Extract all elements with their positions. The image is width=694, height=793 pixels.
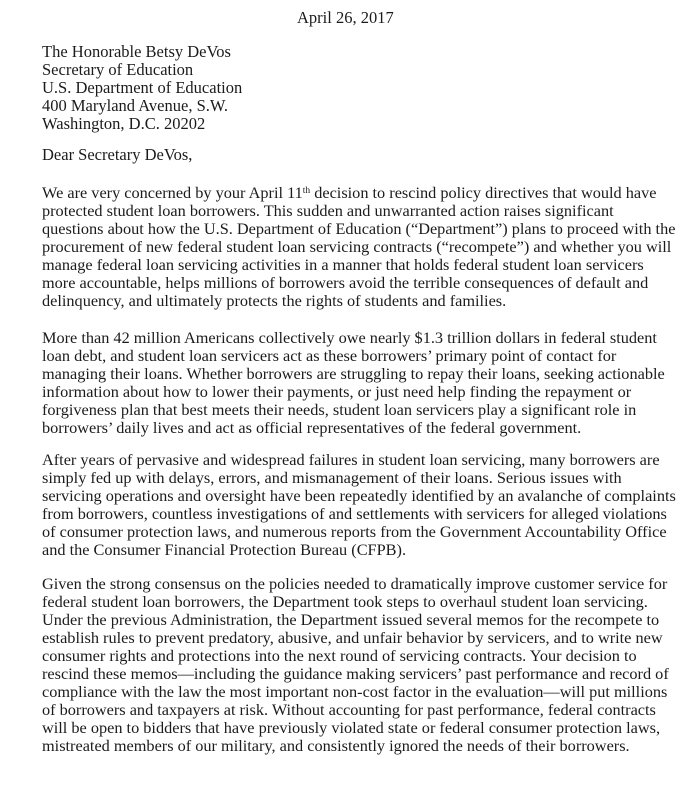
paragraph-line: more accountable, helps millions of borrowers avoid the terrible consequences of default and: [42, 273, 649, 292]
recipient-address: [42, 43, 242, 133]
paragraph-line: rescind these memos—including the guidance making servicers’ past performance and record of: [42, 664, 669, 683]
paragraph-line: forgiveness plan that best meets their needs, student loan servicers play a significant role in: [42, 400, 637, 419]
line-text: decision to rescind policy directives that would have: [310, 183, 657, 202]
paragraph-line: establish rules to prevent predatory, abusive, and unfair behavior by servicers, and to write new: [42, 628, 663, 647]
paragraph-line: More than 42 million Americans collectively owe nearly $1.3 trillion dollars in federal student: [42, 328, 657, 347]
paragraph-line: manage federal loan servicing activities in a manner that holds federal student loan servicers: [42, 255, 644, 274]
paragraph-line: managing their loans. Whether borrowers are struggling to repay their loans, seeking actionable: [42, 364, 665, 383]
address-line: 400 Maryland Avenue, S.W.: [42, 96, 229, 115]
paragraph-line: After years of pervasive and widespread failures in student loan servicing, many borrowers are: [42, 450, 660, 469]
paragraph-line: from borrowers, countless investigations of and settlements with servicers for alleged violations: [42, 504, 667, 523]
paragraph-line: of consumer protection laws, and numerous reports from the Government Accountability Office: [42, 522, 667, 541]
ordinal-suffix: th: [302, 186, 311, 196]
paragraph-line: information about how to lower their payments, or just need help finding the repayment or: [42, 382, 632, 401]
line-text: We are very concerned by your April 11: [42, 183, 303, 202]
paragraph-line: simply fed up with delays, errors, and mismanagement of their loans. Serious issues with: [42, 468, 622, 487]
address-line: The Honorable Betsy DeVos: [42, 42, 231, 61]
paragraph-line: procurement of new federal student loan servicing contracts (“recompete”) and whether you will: [42, 237, 672, 256]
paragraph-2: [42, 329, 665, 437]
paragraph-line: questions about how the U.S. Department of Education (“Department”) plans to proceed with the: [42, 219, 676, 238]
paragraph-1: [42, 184, 675, 310]
address-line: U.S. Department of Education: [42, 78, 243, 97]
paragraph-line: servicing operations and oversight have been repeatedly identified by an avalanche of complaints: [42, 486, 676, 505]
paragraph-line: of borrowers and taxpayers at risk. Without accounting for past performance, federal contracts: [42, 700, 656, 719]
paragraph-line: and the Consumer Financial Protection Bureau (CFPB).: [42, 540, 407, 559]
paragraph-line: Under the previous Administration, the Department issued several memos for the recompete to: [42, 610, 660, 629]
paragraph-line: compliance with the law the most important non-cost factor in the evaluation—will put millions: [42, 682, 668, 701]
paragraph-line: federal student loan borrowers, the Department took steps to overhaul student loan servicing.: [42, 592, 648, 611]
letter-date: April 26, 2017: [297, 8, 394, 27]
paragraph-line: protected student loan borrowers. This sudden and unwarranted action raises significant: [42, 201, 614, 220]
paragraph-line: Given the strong consensus on the policies needed to dramatically improve customer service for: [42, 574, 668, 593]
paragraph-line: will be open to bidders that have previously violated state or federal consumer protection laws,: [42, 718, 661, 737]
salutation: Dear Secretary DeVos,: [42, 145, 193, 164]
paragraph-3: [42, 451, 676, 559]
paragraph-line: borrowers’ daily lives and act as official representatives of the federal government.: [42, 418, 582, 437]
paragraph-line: delinquency, and ultimately protects the rights of students and families.: [42, 291, 507, 310]
address-line: Washington, D.C. 20202: [42, 114, 206, 133]
paragraph-line: mistreated members of our military, and consistently ignored the needs of their borrowers.: [42, 736, 630, 755]
paragraph-line: loan debt, and student loan servicers act as these borrowers’ primary point of contact for: [42, 346, 617, 365]
paragraph-line: consumer rights and protections into the next round of servicing contracts. Your decision to: [42, 646, 637, 665]
paragraph-4: [42, 575, 669, 755]
address-line: Secretary of Education: [42, 60, 194, 79]
paragraph-line: [42, 184, 675, 202]
